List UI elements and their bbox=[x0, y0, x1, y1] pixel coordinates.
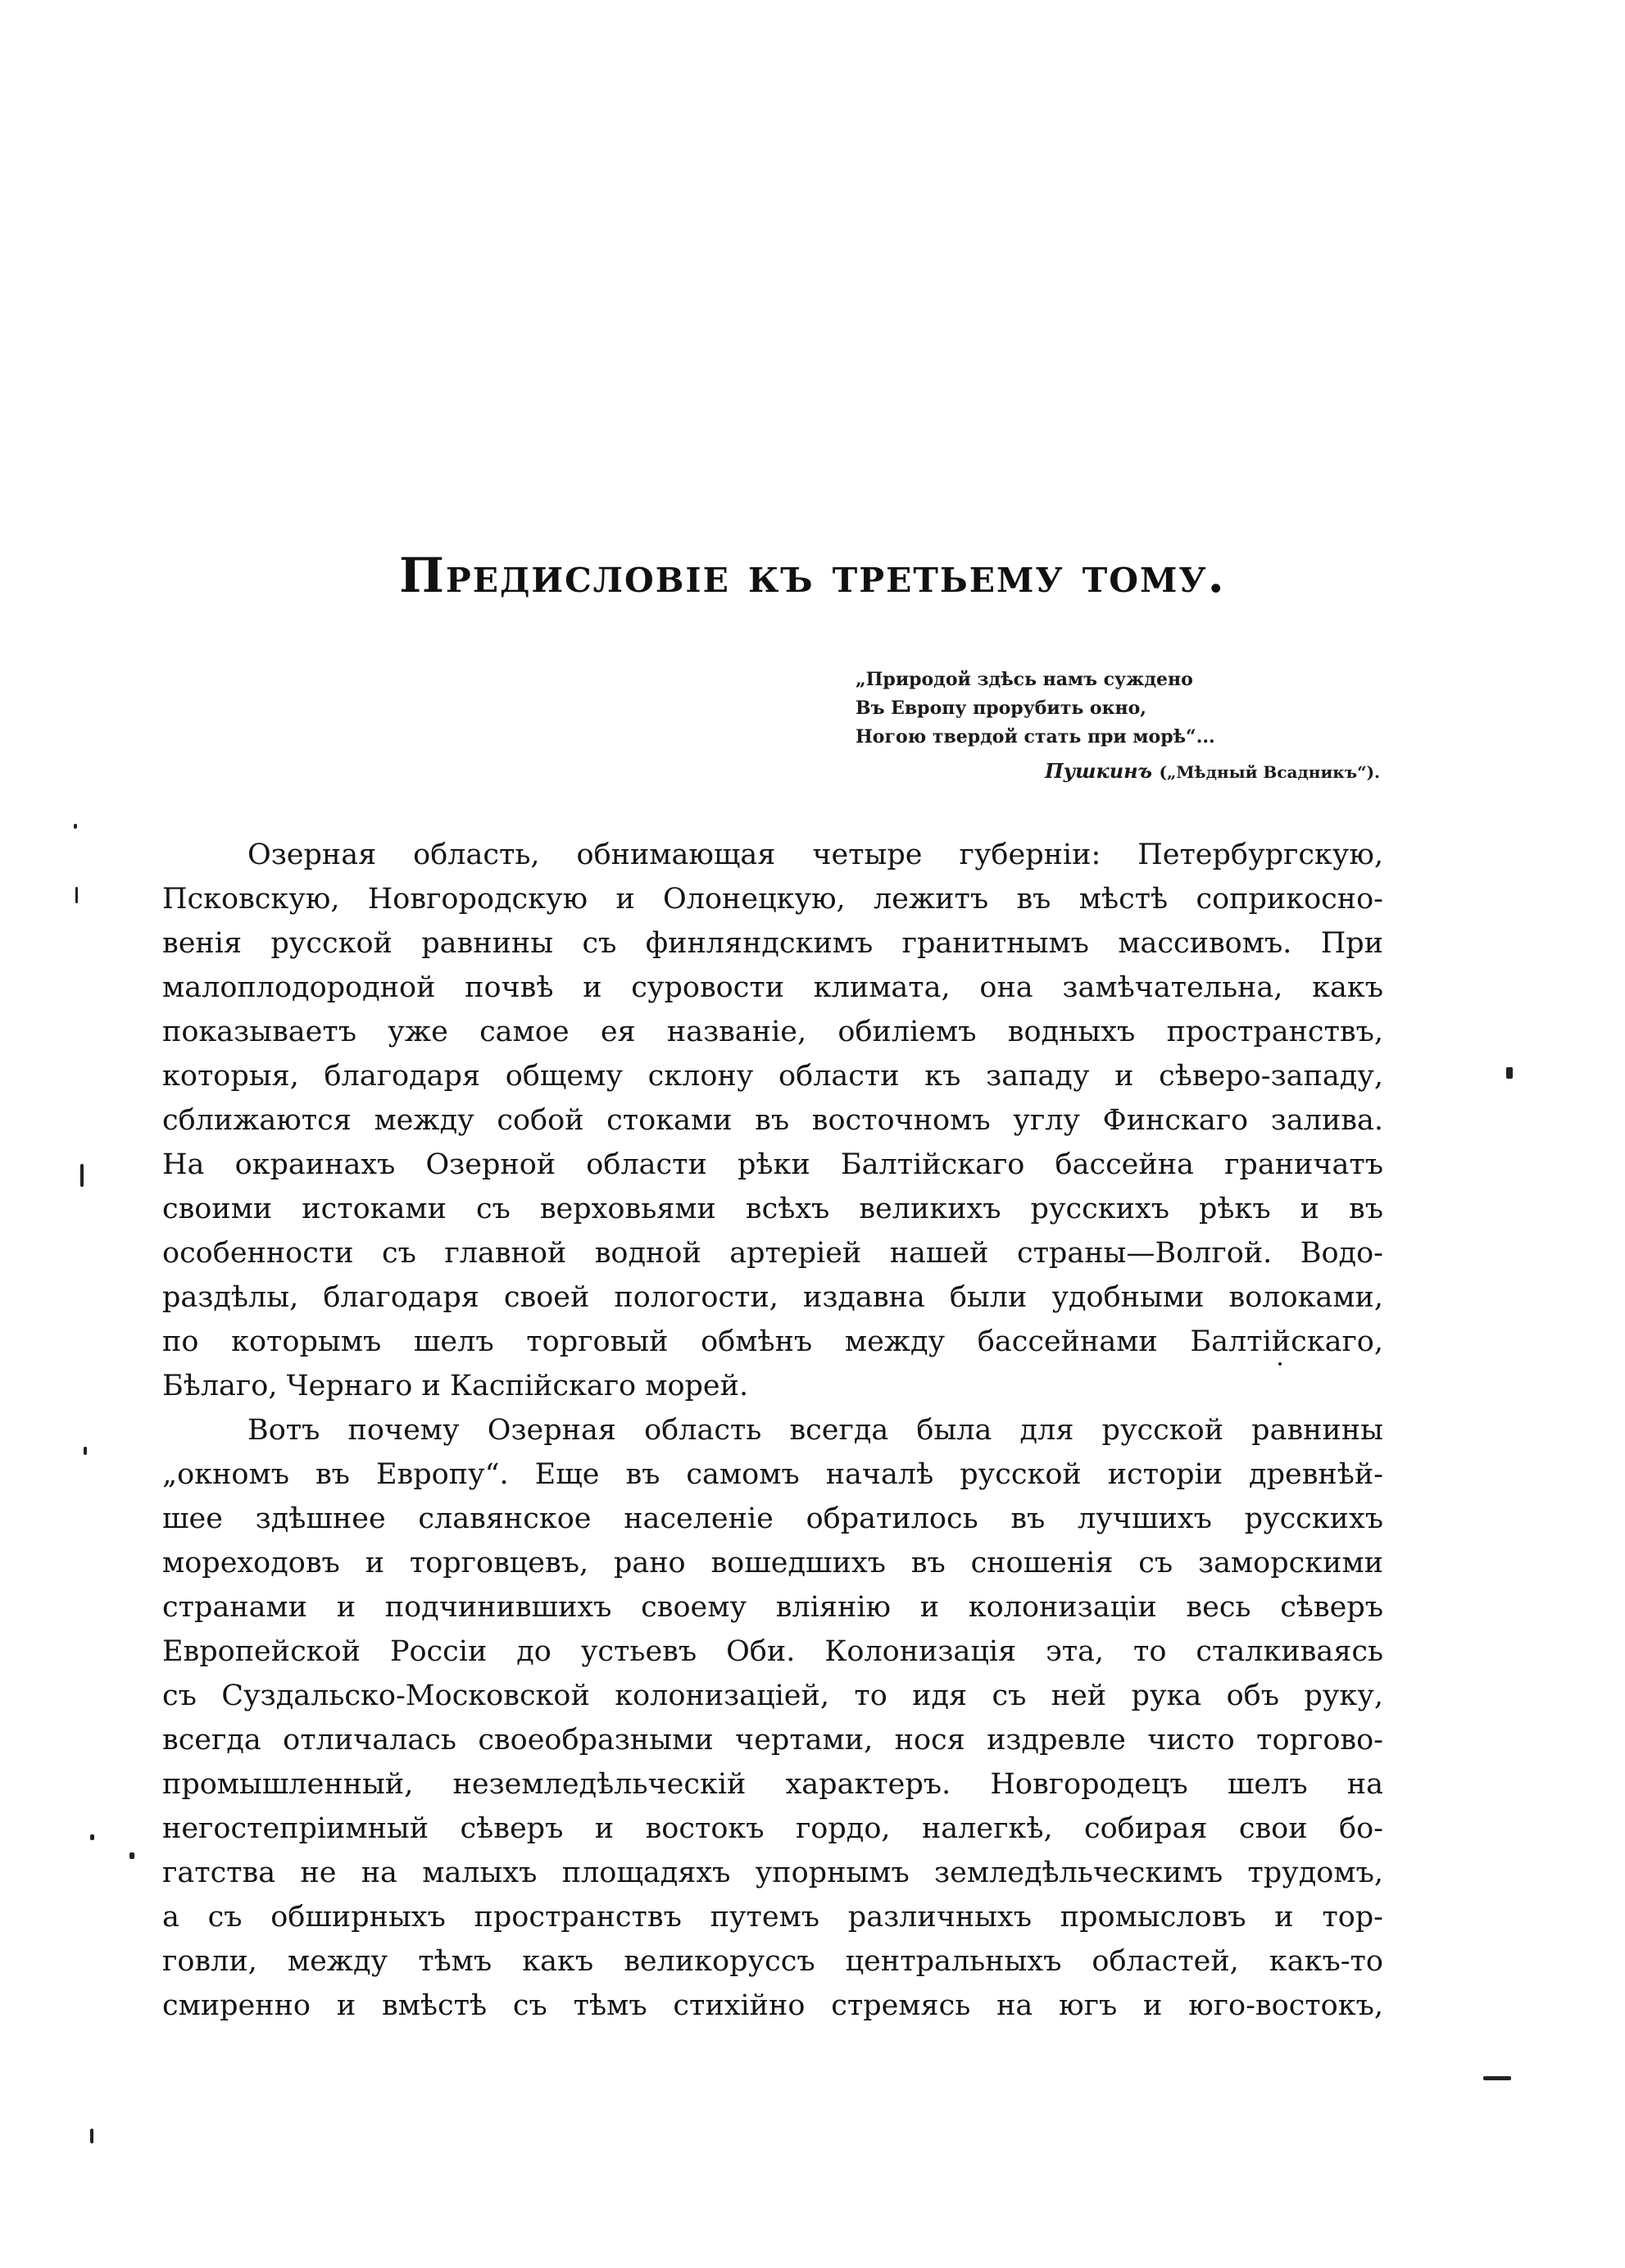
text-line: особенности съ главной водной артеріей нашей страны—Волгой. Водо- bbox=[162, 1237, 1383, 1270]
text-line: мореходовъ и торговцевъ, рано вошедшихъ въ сношенія съ заморскими bbox=[162, 1547, 1383, 1579]
text-line: раздѣлы, благодаря своей пологости, издавна были удобными волоками, bbox=[162, 1281, 1383, 1314]
text-line: своими истоками съ верховьями всѣхъ великихъ русскихъ рѣкъ и въ bbox=[162, 1193, 1383, 1225]
page-title: Предисловіе къ третьему тому. bbox=[399, 548, 1226, 603]
scan-speck bbox=[75, 887, 78, 903]
text-line: по которымъ шелъ торговый обмѣнъ между бассейнами Балтійскаго, bbox=[162, 1325, 1383, 1358]
epigraph-author: Пушкинъ bbox=[1045, 759, 1153, 783]
epigraph-attribution bbox=[856, 759, 1380, 783]
epigraph-line: Ногою твердой стать при морѣ“... bbox=[856, 726, 1215, 748]
epigraph bbox=[856, 666, 1380, 752]
body-text bbox=[162, 833, 1383, 2028]
text-line: На окраинахъ Озерной области рѣки Балтійскаго бассейна граничатъ bbox=[162, 1148, 1383, 1181]
scan-speck bbox=[1483, 2076, 1511, 2080]
epigraph-work: („Мѣдный Всадникъ“). bbox=[1159, 762, 1380, 782]
scan-speck bbox=[1278, 1362, 1282, 1366]
text-line: Бѣлаго, Чернаго и Каспійскаго морей. bbox=[162, 1370, 749, 1402]
text-line: всегда отличалась своеобразными чертами, нося издревле чисто торгово- bbox=[162, 1724, 1383, 1757]
scan-speck bbox=[1506, 1067, 1513, 1079]
text-line: шее здѣшнее славянское населеніе обратилось въ лучшихъ русскихъ bbox=[162, 1502, 1383, 1535]
text-line: Вотъ почему Озерная область всегда была для русской равнины bbox=[247, 1414, 1383, 1447]
paragraph-1 bbox=[162, 833, 1383, 1408]
text-line: Псковскую, Новгородскую и Олонецкую, лежитъ въ мѣстѣ соприкосно- bbox=[162, 883, 1383, 916]
scan-speck bbox=[74, 824, 77, 829]
text-line: „окномъ въ Европу“. Еще въ самомъ началѣ русской исторіи древнѣй- bbox=[162, 1458, 1383, 1491]
text-line: промышленный, неземледѣльческій характеръ. Новгородецъ шелъ на bbox=[162, 1768, 1383, 1801]
text-line: сближаются между собой стоками въ восточномъ углу Финскаго залива. bbox=[162, 1104, 1383, 1137]
text-line: показываетъ уже самое ея названіе, обиліемъ водныхъ пространствъ, bbox=[162, 1016, 1383, 1048]
text-line: негостепріимный сѣверъ и востокъ гордо, налегкѣ, собирая свои бо- bbox=[162, 1812, 1383, 1845]
text-line: венія русской равнины съ финляндскимъ гранитнымъ массивомъ. При bbox=[162, 927, 1383, 960]
scan-speck bbox=[84, 1447, 87, 1455]
text-line: Европейской Россіи до устьевъ Оби. Колонизація эта, то сталкиваясь bbox=[162, 1635, 1383, 1668]
text-line: странами и подчинившихъ своему вліянію и колонизаціи весь сѣверъ bbox=[162, 1591, 1383, 1624]
text-line: а съ обширныхъ пространствъ путемъ различныхъ промысловъ и тор- bbox=[162, 1901, 1383, 1934]
text-line: малоплодородной почвѣ и суровости климата, она замѣчательна, какъ bbox=[162, 971, 1383, 1004]
text-line: которыя, благодаря общему склону области къ западу и сѣверо-западу, bbox=[162, 1060, 1383, 1093]
epigraph-line: Въ Европу прорубить окно, bbox=[856, 698, 1146, 719]
text-line: смиренно и вмѣстѣ съ тѣмъ стихійно стремясь на югъ и юго-востокъ, bbox=[162, 1989, 1383, 2022]
scan-speck bbox=[80, 1164, 84, 1187]
scan-speck bbox=[90, 2129, 93, 2143]
paragraph-2 bbox=[162, 1408, 1383, 2028]
text-line: говли, между тѣмъ какъ великоруссъ центральныхъ областей, какъ-то bbox=[162, 1945, 1383, 1978]
scan-speck bbox=[129, 1852, 134, 1859]
text-line: Озерная область, обнимающая четыре губерніи: Петербургскую, bbox=[247, 839, 1383, 871]
scan-speck bbox=[90, 1834, 94, 1840]
text-line: съ Суздальско-Московской колонизаціей, то идя съ ней рука объ руку, bbox=[162, 1679, 1383, 1712]
text-line: гатства не на малыхъ площадяхъ упорнымъ земледѣльческимъ трудомъ, bbox=[162, 1857, 1383, 1889]
epigraph-line: „Природой здѣсь намъ суждено bbox=[856, 669, 1193, 690]
